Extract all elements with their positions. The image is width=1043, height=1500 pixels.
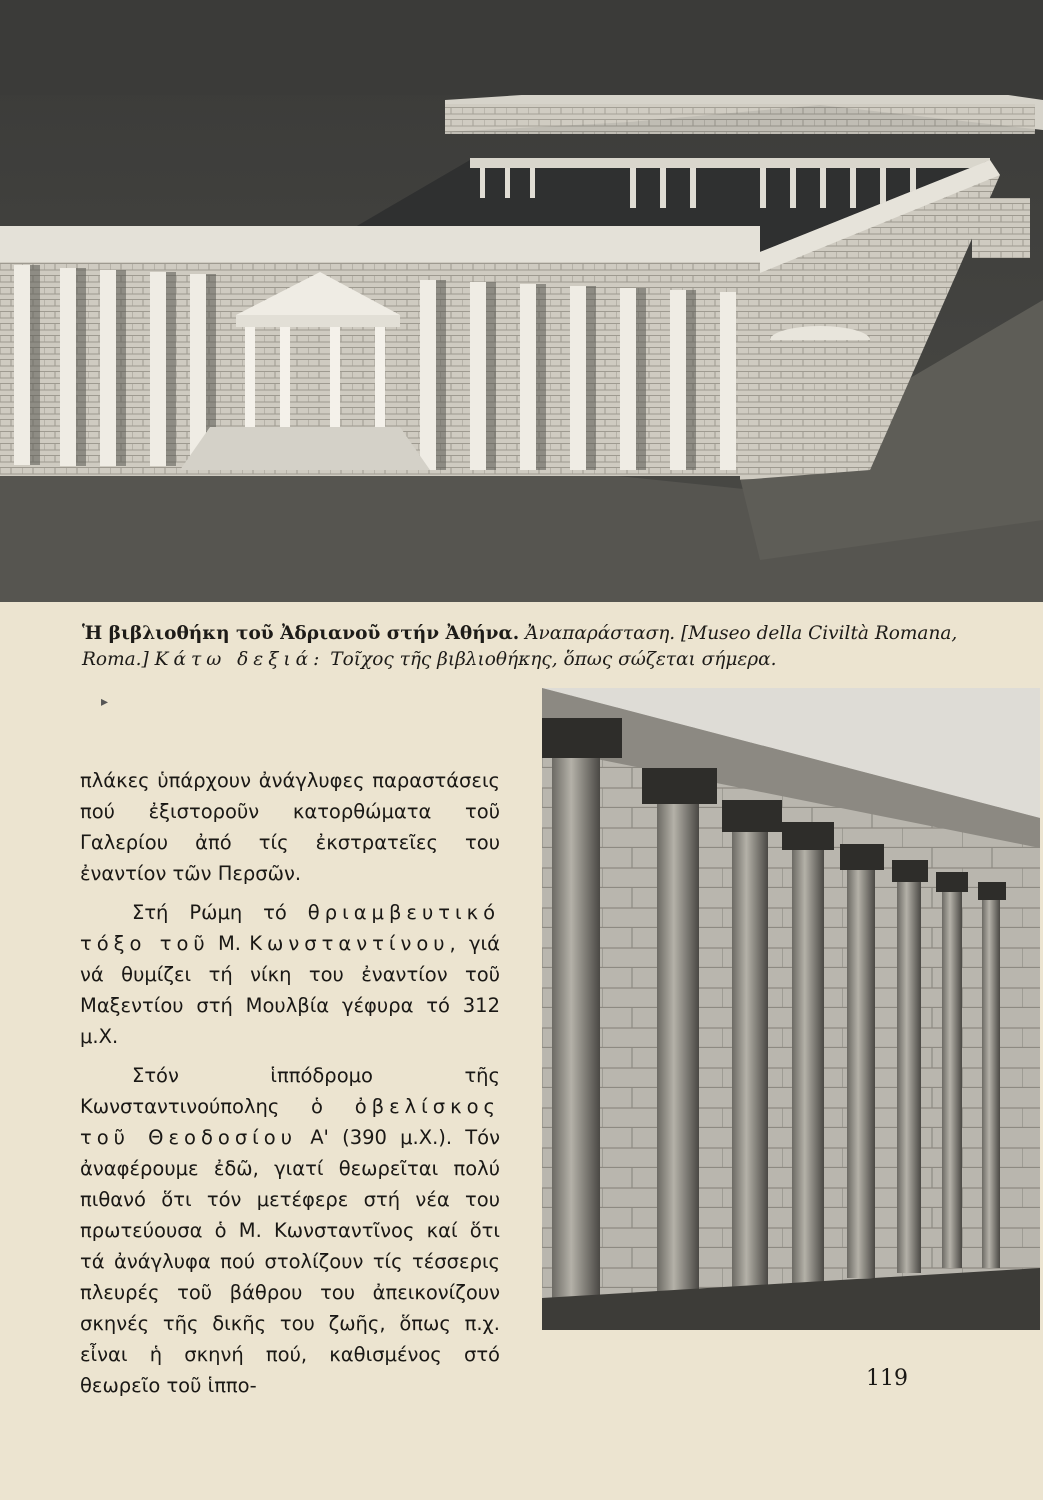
figure-caption bbox=[82, 621, 982, 673]
p3-spaced-1: ὀβελίσκος τοῦ Θεοδοσίου bbox=[80, 1095, 500, 1149]
caption-wall: Τοῖχος τῆς βιβλιοθήκης, ὅπως σώζεται σήμερα. bbox=[330, 649, 777, 670]
caption-direction: Κάτω δεξιά: bbox=[154, 649, 325, 670]
paragraph-2 bbox=[80, 897, 500, 1052]
paragraph-1 bbox=[80, 765, 500, 889]
caption-lead: Ἡ βιβλιοθήκη τοῦ Ἀδριανοῦ στήν Ἀθήνα. bbox=[82, 623, 520, 644]
paragraph-3 bbox=[80, 1060, 500, 1401]
paragraph-1-text: πλάκες ὑπάρχουν ἀνάγλυφες παραστάσεις πού ἐξιστοροῦν κατορθώματα τοῦ Γαλερίου ἀπό τίς ἐκστρατεῖες του ἐναντίον τῶν Περσῶν. bbox=[80, 769, 500, 885]
p2-text-b: Μ. bbox=[217, 932, 241, 955]
p2-text-a: Στή Ρώμη τό bbox=[132, 901, 287, 924]
p2-spaced-2: Κωνσταντίνου, bbox=[249, 932, 461, 955]
library-wall-photo bbox=[542, 688, 1040, 1330]
library-model-photo bbox=[0, 0, 1043, 602]
p3-text-b: Α' (390 μ.Χ.). Τόν ἀναφέρουμε ἐδῶ, γιατί θεωρεῖται πολύ πιθανό ὅτι τόν μετέφερε στή νέα του πρωτεύουσα ὁ Μ. Κωνσταντῖνος καί ὅτι τά ἀνάγλυφα πού στολίζουν τίς τέσσερις πλευρές τοῦ βάθρου του ἀπεικονίζουν σκηνές τῆς δικῆς του ζωῆς, ὅπως π.χ. εἶναι ἡ σκηνή πού, καθισμένος στό θεωρεῖο τοῦ ἱππο- bbox=[80, 1126, 501, 1397]
p2-spaced-1: θριαμβευτικό τόξο τοῦ bbox=[80, 901, 500, 955]
stray-mark: ▸ bbox=[101, 694, 109, 710]
page-number: 119 bbox=[866, 1366, 908, 1391]
body-text bbox=[80, 765, 500, 1409]
p2-text-c: γιά νά θυμίζει τή νίκη του ἐναντίον τοῦ Μαξεντίου στή Μουλβία γέφυρα τό 312 μ.Χ. bbox=[80, 932, 501, 1048]
caption-reconstruction: Ἀναπαράσταση. [Museo della Civiltà Romana, Roma.] bbox=[82, 623, 958, 670]
p3-text-a: Στόν ἱππόδρομο τῆς Κωνσταντινούπολης ὁ bbox=[80, 1064, 500, 1118]
